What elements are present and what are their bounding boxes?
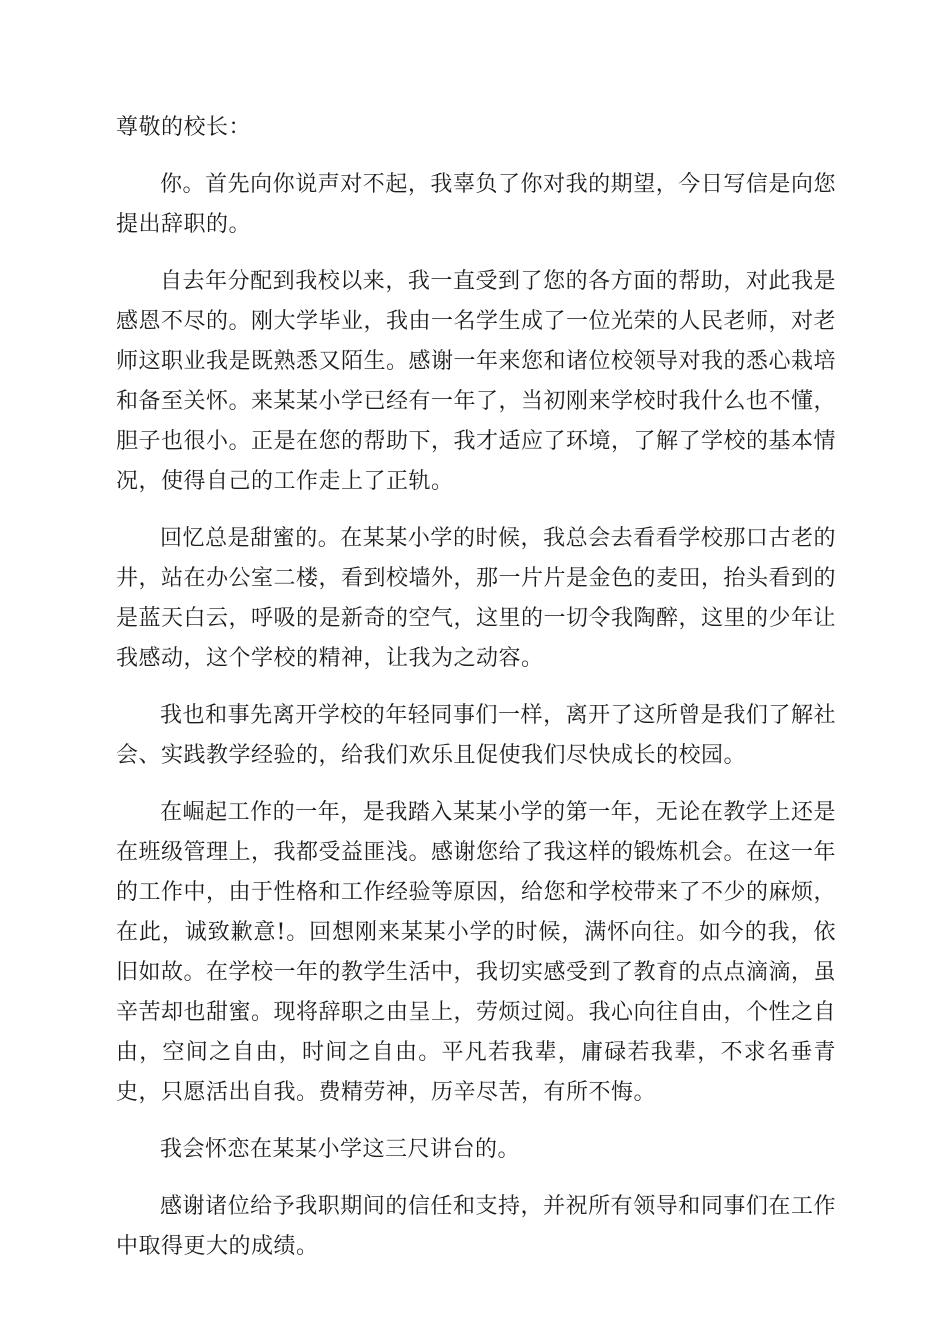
paragraph-gratitude: 自去年分配到我校以来，我一直受到了您的各方面的帮助，对此我是感恩不尽的。刚大学毕业，我由一名学生成了一位光荣的人民老师，对老师这职业我是既熟悉又陌生。感谢一年来您和诸位校领导对我的悉心栽培和备至关怀。来某某小学已经有一年了，当初刚来学校时我什么也不懂，胆子也很小。正是在您的帮助下，我才适应了环境，了解了学校的基本情况，使得自己的工作走上了正轨。 <box>116 269 837 494</box>
paragraph-nostalgia: 我会怀恋在某某小学这三尺讲台的。 <box>160 1137 521 1162</box>
letter-salutation: 尊敬的校长： <box>116 115 252 140</box>
paragraph-reflection: 在崛起工作的一年，是我踏入某某小学的第一年，无论在教学上还是在班级管理上，我都受益匪浅。感谢您给了我这样的锻炼机会。在这一年的工作中，由于性格和工作经验等原因，给您和学校带来了不少的麻烦，在此，诚致歉意!。回想刚来某某小学的时候，满怀向往。如今的我，依旧如故。在学校一年的教学生活中，我切实感受到了教育的点点滴滴，虽辛苦却也甜蜜。现将辞职之由呈上，劳烦过阅。我心向往自由，个性之自由，空间之自由，时间之自由。平凡若我辈，庸碌若我辈，不求名垂青史，只愿活出自我。费精劳神，历辛尽苦，有所不悔。 <box>116 800 837 1105</box>
letter-body <box>116 108 836 1284</box>
paragraph-memories: 回忆总是甜蜜的。在某某小学的时候，我总会去看看学校那口古老的井，站在办公室二楼，看到校墙外，那一片片是金色的麦田，抬头看到的是蓝天白云，呼吸的是新奇的空气，这里的一切令我陶醉，这里的少年让我感动，这个学校的精神，让我为之动容。 <box>116 526 837 671</box>
paragraph-apology: 你。首先向你说声对不起，我辜负了你对我的期望，今日写信是向您提出辞职的。 <box>116 172 836 237</box>
paragraph-closing-thanks: 感谢诸位给予我职期间的信任和支持，并祝所有领导和同事们在工作中取得更大的成绩。 <box>116 1194 836 1259</box>
paragraph-leaving: 我也和事先离开学校的年轻同事们一样，离开了这所曾是我们了解社会、实践教学经验的，给我们欢乐且促使我们尽快成长的校园。 <box>116 703 836 768</box>
